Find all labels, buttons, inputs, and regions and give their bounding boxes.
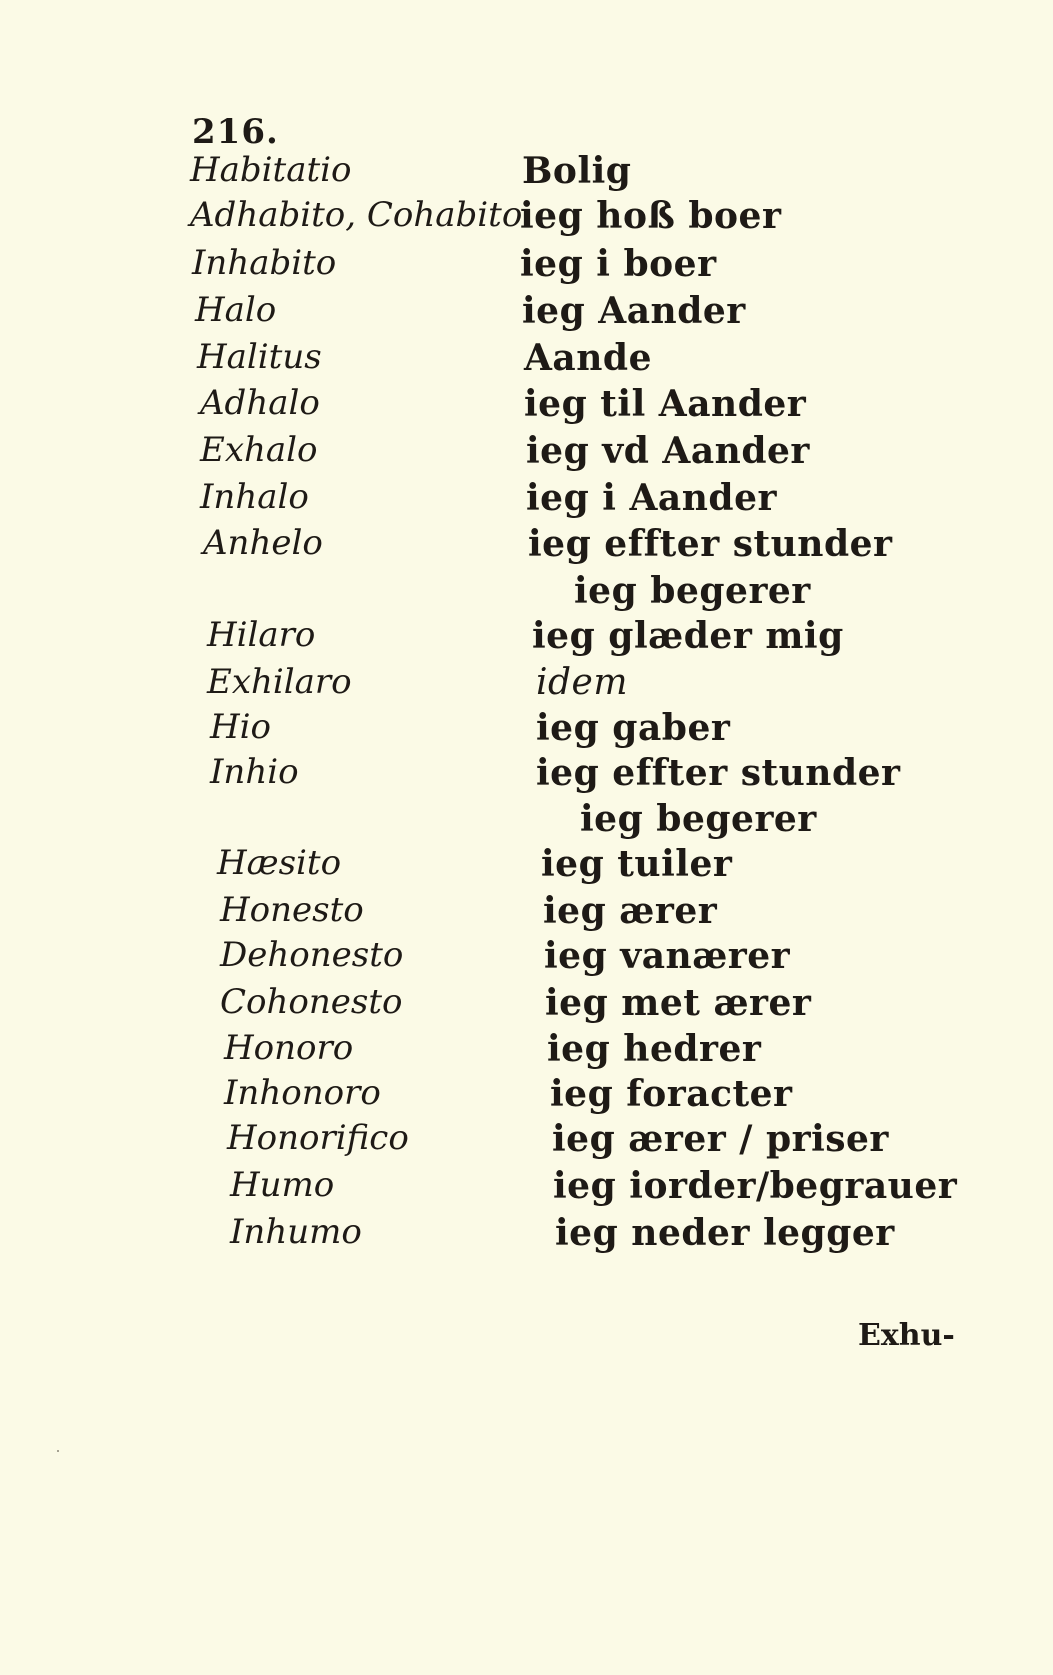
danish-translation: ieg met ærer — [545, 982, 812, 1024]
latin-term: Dehonesto — [220, 935, 404, 975]
entry-row — [0, 570, 1053, 618]
latin-term: Inhalo — [200, 477, 309, 517]
danish-translation: ieg i boer — [520, 243, 717, 285]
entry-row — [0, 935, 1053, 983]
latin-term: Hilaro — [207, 615, 316, 655]
entry-row — [0, 615, 1053, 663]
entry-row — [0, 752, 1053, 800]
entry-row — [0, 798, 1053, 846]
danish-translation: ieg hoß boer — [520, 195, 782, 237]
entry-row — [0, 195, 1053, 243]
entry-row — [0, 707, 1053, 755]
latin-term: Inhumo — [230, 1212, 362, 1252]
entry-row — [0, 477, 1053, 525]
danish-translation: ieg i Aander — [526, 477, 777, 519]
danish-translation: Aande — [524, 337, 653, 379]
danish-translation: ieg Aander — [522, 290, 746, 332]
entry-row — [0, 337, 1053, 385]
latin-term: Halo — [195, 290, 277, 330]
latin-term: Inhabito — [192, 243, 337, 283]
danish-translation: ieg effter stunder — [536, 752, 901, 794]
danish-translation: ieg foracter — [550, 1073, 793, 1115]
latin-term: Habitatio — [190, 150, 352, 190]
danish-translation: ieg iorder/begrauer — [553, 1165, 958, 1207]
entry-row — [0, 430, 1053, 478]
latin-term: Adhabito, Cohabito — [190, 195, 523, 235]
entry-row — [0, 1028, 1053, 1076]
entry-row — [0, 843, 1053, 891]
entry-row — [0, 383, 1053, 431]
latin-term: Hæsito — [217, 843, 342, 883]
entry-row — [0, 982, 1053, 1030]
danish-translation: ieg neder legger — [555, 1212, 895, 1254]
latin-term: Humo — [230, 1165, 335, 1205]
latin-term: Cohonesto — [220, 982, 403, 1022]
latin-term: Honesto — [220, 890, 364, 930]
page-number: 216. — [192, 112, 279, 152]
latin-term: Adhalo — [200, 383, 320, 423]
danish-translation: ieg til Aander — [524, 383, 807, 425]
danish-translation: ieg effter stunder — [528, 523, 893, 565]
danish-translation: ieg tuiler — [541, 843, 733, 885]
danish-translation: ieg begerer — [580, 798, 817, 840]
entry-row — [0, 1073, 1053, 1121]
latin-term: Hio — [210, 707, 271, 747]
latin-term: Halitus — [197, 337, 322, 377]
latin-term: Exhilaro — [207, 662, 352, 702]
entry-row — [0, 662, 1053, 710]
entry-row — [0, 1118, 1053, 1166]
danish-translation: Bolig — [522, 150, 632, 192]
danish-translation: ieg begerer — [574, 570, 811, 612]
entry-row — [0, 523, 1053, 571]
danish-translation: ieg ærer / priser — [552, 1118, 889, 1160]
latin-term: Honorifico — [227, 1118, 409, 1158]
danish-translation: ieg vd Aander — [526, 430, 810, 472]
entry-row — [0, 1165, 1053, 1213]
latin-term: Anhelo — [203, 523, 323, 563]
catchword: Exhu- — [858, 1318, 955, 1353]
latin-term: Inhio — [210, 752, 299, 792]
paper-speck — [57, 1450, 59, 1452]
danish-translation: ieg hedrer — [547, 1028, 762, 1070]
danish-translation: ieg glæder mig — [532, 615, 844, 657]
entry-row — [0, 1212, 1053, 1260]
danish-translation: ieg vanærer — [544, 935, 791, 977]
entry-row — [0, 290, 1053, 338]
entry-row — [0, 890, 1053, 938]
entry-row — [0, 150, 1053, 198]
latin-term: Exhalo — [200, 430, 318, 470]
entry-row — [0, 243, 1053, 291]
danish-translation: ieg ærer — [543, 890, 718, 932]
latin-term: Inhonoro — [224, 1073, 381, 1113]
danish-translation: idem — [536, 662, 628, 703]
danish-translation: ieg gaber — [536, 707, 731, 749]
latin-term: Honoro — [224, 1028, 354, 1068]
